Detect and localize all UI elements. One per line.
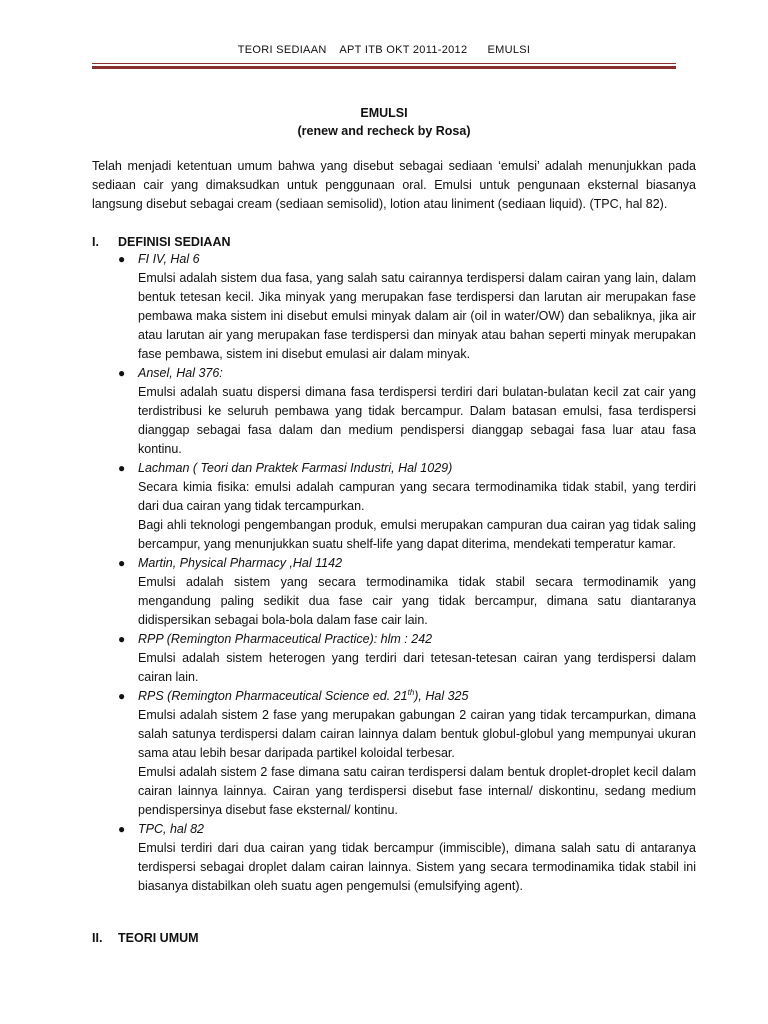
running-header: TEORI SEDIAAN APT ITB OKT 2011-2012 EMULSI	[237, 44, 531, 56]
section-heading-definisi	[92, 233, 231, 251]
bullet-icon: ●	[118, 252, 126, 266]
definition-entry	[92, 630, 696, 687]
entry-paragraph: Bagi ahli teknologi pengembangan produk, emulsi merupakan campuran dua cairan yag tidak saling bercampur, yang menunjukkan suatu shelf-life yang dapat diterima, mendekati temperatur kamar.	[138, 518, 696, 551]
bullet-icon: ●	[118, 461, 126, 475]
bullet-icon: ●	[118, 556, 126, 570]
entry-paragraph: Emulsi terdiri dari dua cairan yang tidak bercampur (immiscible), dimana salah satu di antaranya terdispersi sebagai droplet dalam cairan lainnya. Sistem yang secara termodinamika tidak stabil ini biasanya distabilkan oleh suatu agen pengemulsi (emulsifying agent).	[138, 841, 696, 893]
section-title: TEORI UMUM	[118, 931, 199, 945]
section-number: I.	[92, 235, 99, 249]
entry-source: TPC, hal 82	[138, 822, 205, 836]
header-rule-thin	[92, 63, 676, 64]
entry-source: Ansel, Hal 376:	[138, 366, 223, 380]
definition-entry	[92, 687, 696, 820]
entry-paragraph: Emulsi adalah sistem heterogen yang terdiri dari tetesan-tetesan cairan yang terdispersi dalam cairan lain.	[138, 651, 696, 684]
entry-paragraph: Emulsi adalah sistem dua fasa, yang salah satu cairannya terdispersi dalam cairan yang lain, dalam bentuk tetesan kecil. Jika minyak yang merupakan fase terdispersi dan larutan air merupakan fase pembawa maka sistem ini disebut emulsi minyak dalam air (oil in water/OW) dan sebaliknya, jika air atau larutan air yang merupakan fase terdispersi dan minyak atau bahan seperti minyak merupakan fase pembawa, sistem ini disebut emulasi air dalam minyak.	[138, 271, 696, 361]
document-subtitle: (renew and recheck by Rosa)	[297, 124, 471, 138]
section-number: II.	[92, 931, 103, 945]
entry-paragraph: Emulsi adalah sistem yang secara termodinamika tidak stabil secara termodinamik yang mengandung paling sedikit dua fase cair yang tidak bercampur, dimana satu diantaranya didispersikan sebagai bola-bola dalam fase cair lain.	[138, 575, 696, 627]
entry-paragraph: Emulsi adalah suatu dispersi dimana fasa terdispersi terdiri dari bulatan-bulatan kecil zat cair yang terdistribusi ke seluruh pembawa yang tidak bercampur. Dalam batasan emulsi, fasa terdispersi dianggap sebagai fasa dalam dan medium pendispersi dianggap sebagai fasa luar atau fasa kontinu.	[138, 385, 696, 456]
definition-entry	[92, 364, 696, 459]
entry-paragraph: Emulsi adalah sistem 2 fase yang merupakan gabungan 2 cairan yang tidak tercampurkan, dimana salah satunya terdispersi dalam cairan lainnya dalam bentuk globul-globul yang mempunyai ukuran sama atau lebih besar daripada partikel koloidal terbesar.	[138, 708, 696, 760]
entry-source	[138, 687, 696, 706]
definition-entry	[92, 554, 696, 630]
entry-source-text: RPS (Remington Pharmaceutical Science ed. 21	[138, 689, 408, 703]
section-heading-teori-umum	[92, 929, 199, 947]
entry-source: Martin, Physical Pharmacy ,Hal 1142	[138, 556, 343, 570]
entry-source-superscript: th	[407, 687, 415, 697]
entry-source: Lachman ( Teori dan Praktek Farmasi Industri, Hal 1029)	[138, 461, 453, 475]
document-title: EMULSI	[360, 106, 408, 120]
bullet-icon: ●	[118, 822, 126, 836]
entry-paragraph: Emulsi adalah sistem 2 fase dimana satu cairan terdispersi dalam bentuk droplet-droplet kecil dalam cairan lainnya lainnya. Cairan yang terdispersi disebut fase internal/ diskontinu, sedang medium pendispersinya disebut fase eksternal/ kontinu.	[138, 765, 696, 817]
definition-entry	[92, 459, 696, 554]
bullet-icon: ●	[118, 632, 126, 646]
section-title: DEFINISI SEDIAAN	[118, 235, 231, 249]
bullet-icon: ●	[118, 689, 126, 703]
intro-paragraph: Telah menjadi ketentuan umum bahwa yang disebut sebagai sediaan ‘emulsi’ adalah menunjukkan pada sediaan cair yang dimaksudkan untuk penggunaan oral. Emulsi untuk pengunaan eksternal biasanya langsung disebut sebagai cream (sediaan semisolid), lotion atau liniment (sediaan liquid). (TPC, hal 82).	[92, 159, 696, 211]
bullet-icon: ●	[118, 366, 126, 380]
entry-source: FI IV, Hal 6	[138, 252, 200, 266]
definition-entry	[92, 820, 696, 896]
entry-source: RPP (Remington Pharmaceutical Practice): hlm : 242	[138, 632, 433, 646]
definition-entry	[92, 250, 696, 364]
entry-source-text: ), Hal 325	[414, 689, 469, 703]
definition-list	[92, 250, 696, 896]
entry-paragraph: Secara kimia fisika: emulsi adalah campuran yang secara termodinamika tidak stabil, yang terdiri dari dua cairan yang tidak tercampurkan.	[138, 480, 696, 513]
header-rule-thick	[92, 66, 676, 69]
